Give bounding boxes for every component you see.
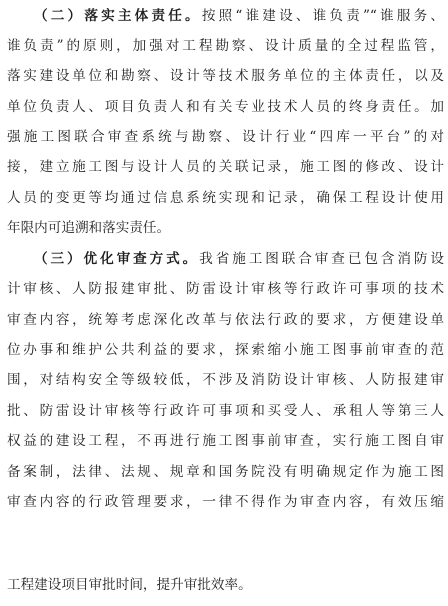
paragraph-2-line-5: 围，对结构安全等级较低，不涉及消防设计审核、人防报建审 xyxy=(7,372,444,388)
paragraph-1-line-2: 谁负责”的原则，加强对工程勘察、设计质量的全过程监管， xyxy=(7,38,444,54)
paragraph-1-line-4: 单位负责人、项目负责人和有关专业技术人员的终身责任。加 xyxy=(7,99,444,115)
paragraph-2-line-3: 审查内容，统筹考虑深化改革与依法行政的要求，方便建设单 xyxy=(7,312,444,328)
paragraph-1-line-6: 接，建立施工图与设计人员的关联记录，施工图的修改、设计 xyxy=(7,159,444,175)
paragraph-2-line-9: 审查内容的行政管理要求，一律不得作为审查内容，有效压缩 xyxy=(7,494,444,510)
paragraph-2-line-2: 计审核、人防报建审批、防雷设计审核等行政许可事项的技术 xyxy=(7,281,444,297)
paragraph-1-line-3: 落实建设单位和勘察、设计等技术服务单位的主体责任，以及 xyxy=(7,68,444,84)
paragraph-2-line-10: 工程建设项目审批时间，提升审批效率。 xyxy=(7,577,252,593)
paragraph-2-text: 我省施工图联合审查已包含消防设 xyxy=(199,251,445,267)
paragraph-2-heading: （三）优化审查方式。 xyxy=(34,251,200,267)
paragraph-2-line-8: 备案制，法律、法规、规章和国务院没有明确规定作为施工图 xyxy=(7,464,444,480)
paragraph-1-text: 按照“谁建设、谁负责”“谁服务、 xyxy=(201,8,444,24)
paragraph-2-line-4: 位办事和维护公共利益的要求，探索缩小施工图事前审查的范 xyxy=(7,342,444,358)
paragraph-2-line-7: 权益的建设工程，不再进行施工图事前审查，实行施工图自审 xyxy=(7,433,444,449)
paragraph-1-line-1 xyxy=(0,1,448,31)
paragraph-2-line-6: 批、防雷设计审核等行政许可事项和买受人、承租人等第三人 xyxy=(7,403,444,419)
paragraph-1-line-7: 人员的变更等均通过信息系统实现和记录，确保工程设计使用 xyxy=(7,190,444,206)
paragraph-1-line-8: 年限内可追溯和落实责任。 xyxy=(7,220,171,236)
paragraph-1-line-5: 强施工图联合审查系统与勘察、设计行业“四库一平台”的对 xyxy=(7,129,444,145)
paragraph-2-line-1 xyxy=(0,244,448,274)
paragraph-1-heading: （二）落实主体责任。 xyxy=(34,8,202,24)
